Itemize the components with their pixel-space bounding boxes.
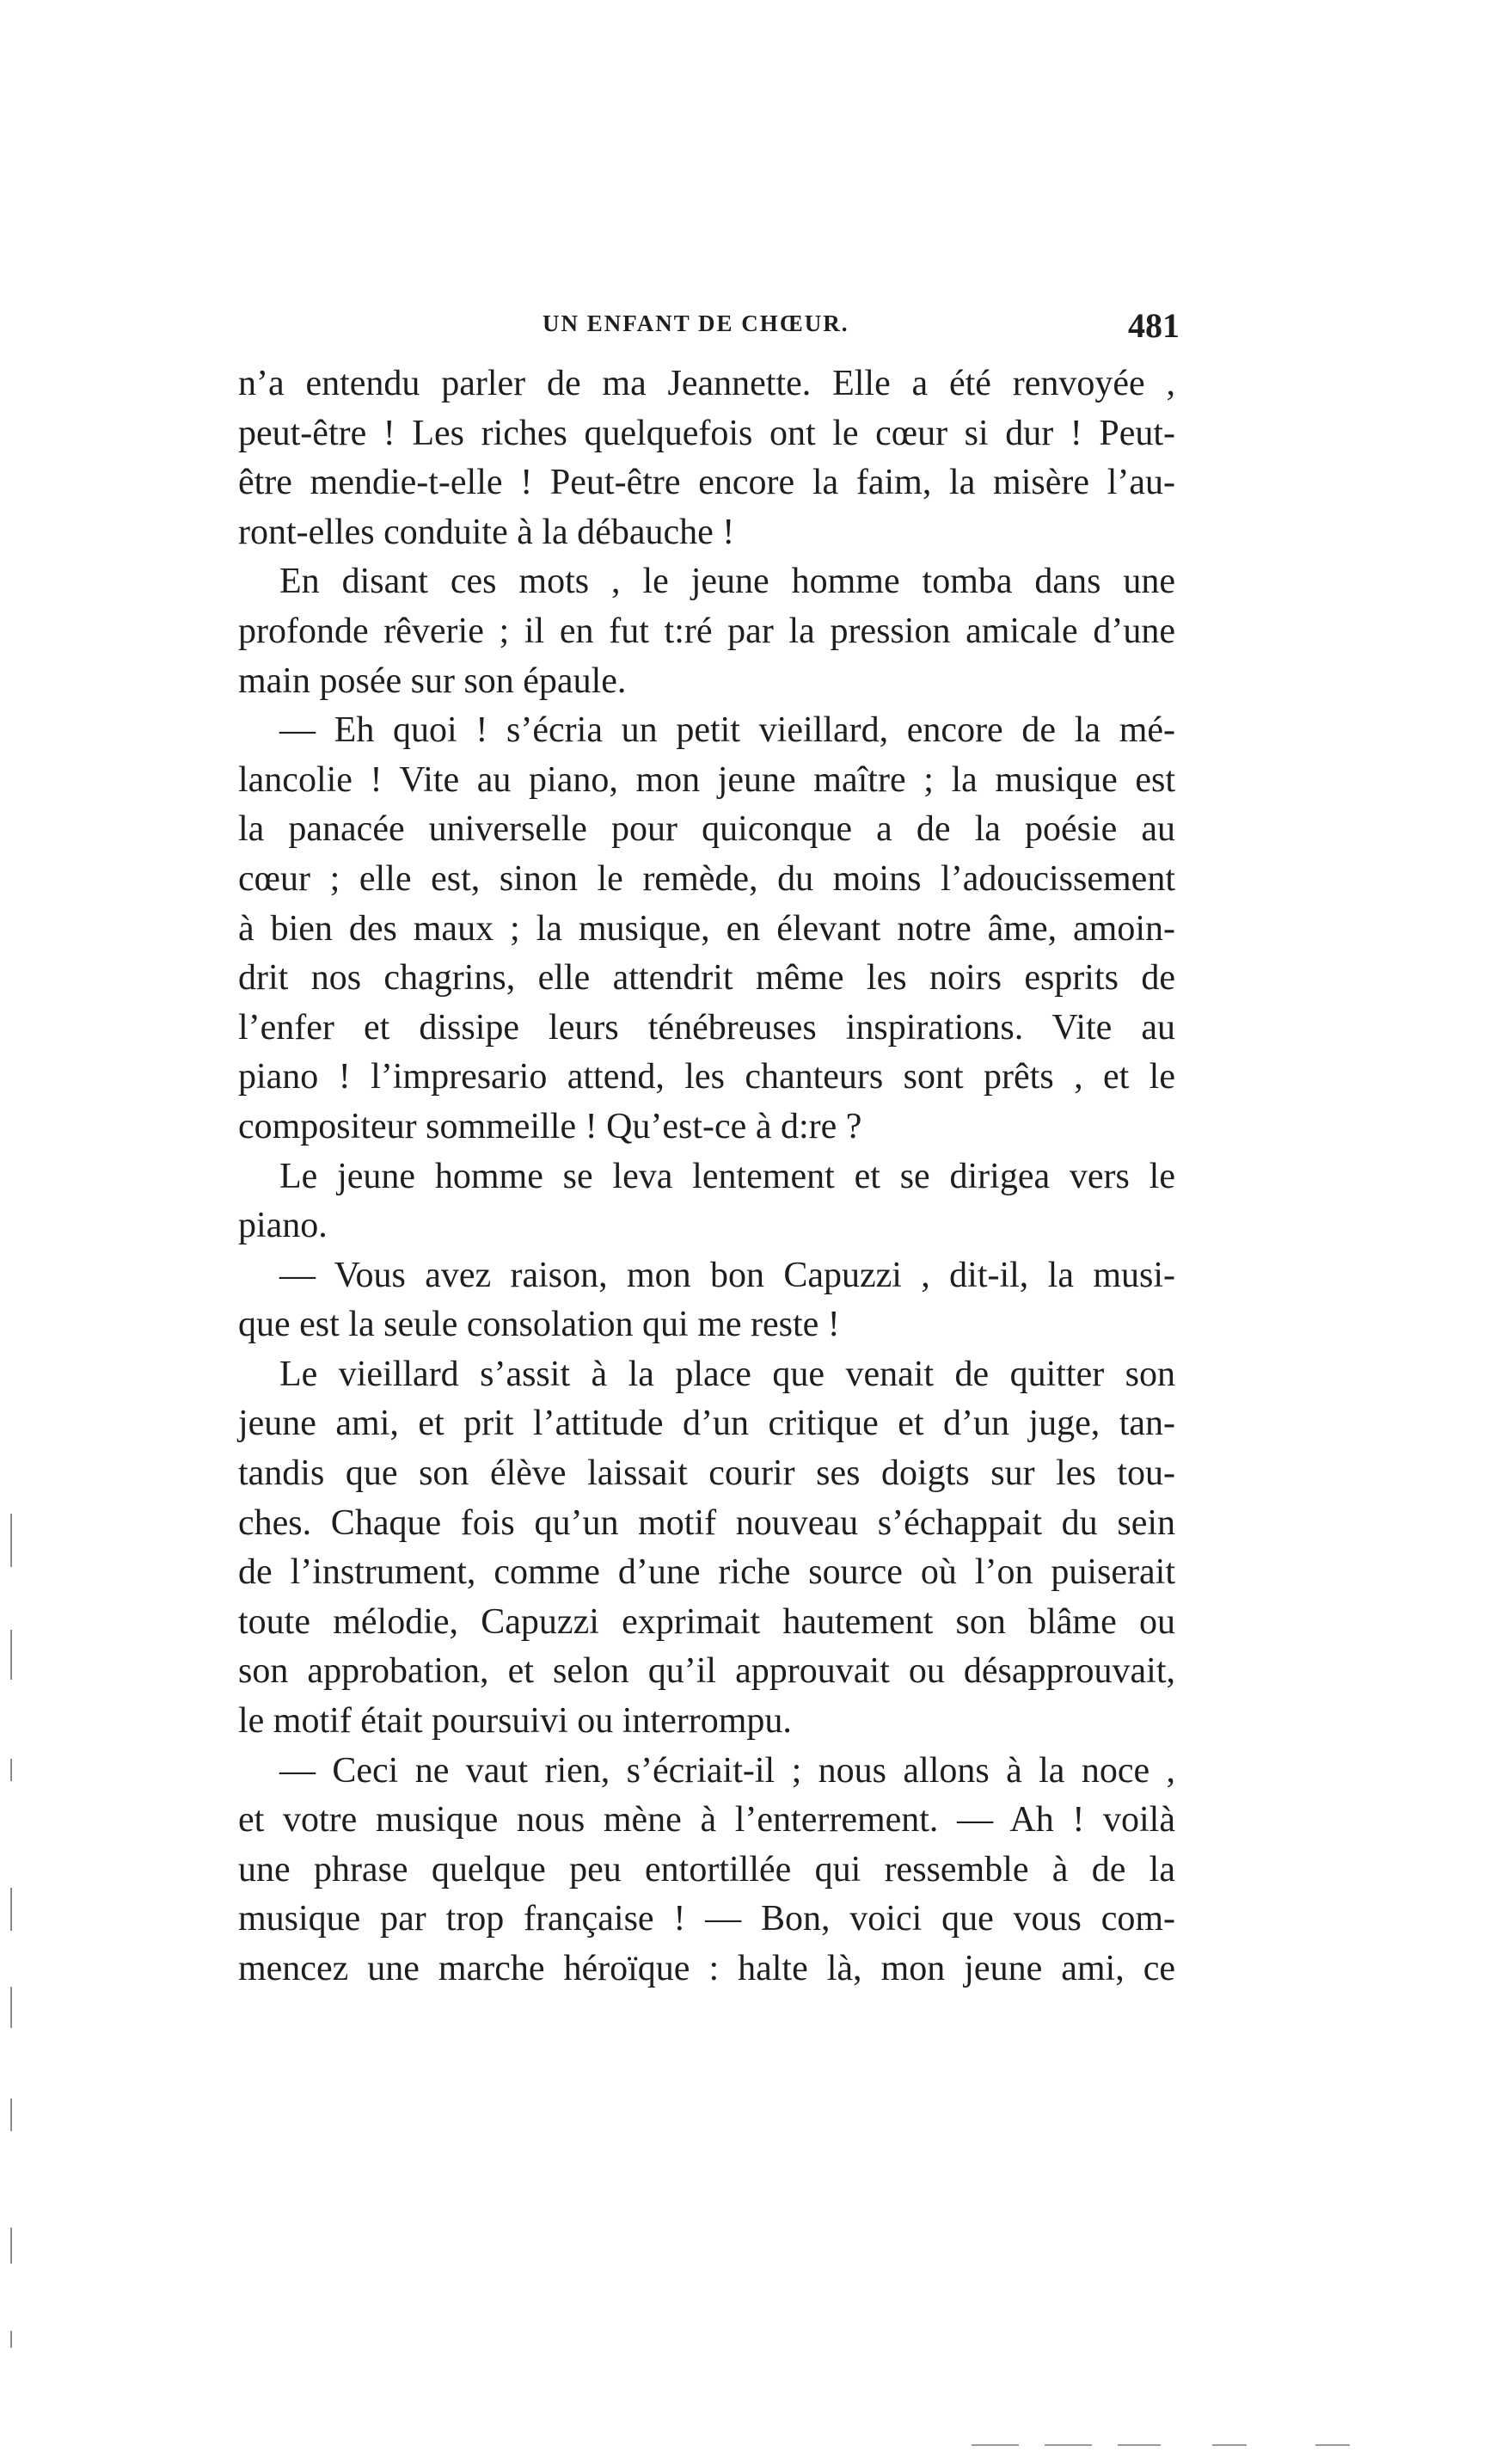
text-line: piano.	[238, 1206, 328, 1246]
text-line: profonde rêverie ; il en fut t:ré par la pression amicale d’une	[238, 611, 1175, 651]
text-line: toute mélodie, Capuzzi exprimait hautement son blâme ou	[238, 1601, 1175, 1642]
text-line: une phrase quelque peu entortillée qui ressemble à de la	[238, 1849, 1175, 1889]
margin-scan-mark	[10, 1987, 12, 2028]
margin-scan-mark	[10, 2098, 12, 2131]
footer-scan-rule	[1315, 2444, 1350, 2446]
text-line: ront-elles conduite à la débauche !	[238, 512, 735, 552]
text-line: Le jeune homme se leva lentement et se dirigea vers le	[279, 1156, 1175, 1196]
text-line: — Vous avez raison, mon bon Capuzzi , dit-il, la musi-	[279, 1255, 1175, 1295]
text-line: l’enfer et dissipe leurs ténébreuses inspirations. Vite au	[238, 1007, 1175, 1048]
text-line: le motif était poursuivi ou interrompu.	[238, 1701, 792, 1742]
page-number: 481	[1128, 306, 1180, 345]
margin-scan-mark	[10, 2227, 12, 2264]
text-line: compositeur sommeille ! Qu’est-ce à d:re ?	[238, 1106, 862, 1146]
margin-scan-mark	[10, 1514, 12, 1567]
footer-scan-rule	[1118, 2444, 1161, 2446]
text-line: son approbation, et selon qu’il approuvait ou désapprouvait,	[238, 1651, 1175, 1692]
text-line: n’a entendu parler de ma Jeannette. Elle a été renvoyée ,	[238, 364, 1175, 403]
text-line: mencez une marche héroïque : halte là, mon jeune ami, ce	[238, 1949, 1175, 1988]
text-line: — Eh quoi ! s’écria un petit vieillard, encore de la mé-	[279, 710, 1175, 751]
text-line: cœur ; elle est, sinon le remède, du moins l’adoucissement	[238, 858, 1175, 899]
text-line: lancolie ! Vite au piano, mon jeune maître ; la musique est	[238, 759, 1175, 800]
margin-scan-mark	[10, 1888, 12, 1931]
footer-scan-rule	[972, 2444, 1019, 2446]
text-line: et votre musique nous mène à l’enterrement. — Ah ! voilà	[238, 1800, 1175, 1840]
text-line: de l’instrument, comme d’une riche source où l’on puiserait	[238, 1552, 1175, 1593]
margin-scan-mark	[10, 1759, 12, 1781]
text-line: tandis que son élève laissait courir ses doigts sur les tou-	[238, 1453, 1175, 1494]
text-line: piano ! l’impresario attend, les chanteurs sont prêts , et le	[238, 1057, 1175, 1097]
text-line: — Ceci ne vaut rien, s’écriait-il ; nous allons à la noce ,	[279, 1750, 1175, 1791]
footer-scan-rule	[1045, 2444, 1092, 2446]
text-line: la panacée universelle pour quiconque a de la poésie au	[238, 809, 1175, 850]
text-line: main posée sur son épaule.	[238, 661, 627, 701]
running-title: UN ENFANT DE CHŒUR.	[543, 310, 849, 336]
footer-scan-rule	[1212, 2444, 1247, 2446]
text-line: En disant ces mots , le jeune homme tomba dans une	[279, 562, 1175, 602]
body-text	[238, 359, 1175, 1994]
text-line: jeune ami, et prit l’attitude d’un critique et d’un juge, tan-	[238, 1404, 1175, 1444]
text-line: drit nos chagrins, elle attendrit même les noirs esprits de	[238, 958, 1175, 999]
text-line: peut-être ! Les riches quelquefois ont le cœur si dur ! Peut-	[238, 413, 1175, 453]
margin-scan-mark	[10, 1630, 12, 1680]
text-line: être mendie-t-elle ! Peut-être encore la faim, la misère l’au-	[238, 463, 1175, 503]
text-line: que est la seule consolation qui me reste !	[238, 1305, 840, 1345]
text-line: musique par trop française ! — Bon, voici que vous com-	[238, 1899, 1175, 1939]
text-line: Le vieillard s’assit à la place que venait de quitter son	[279, 1354, 1175, 1394]
margin-scan-mark	[10, 2331, 12, 2348]
text-line: ches. Chaque fois qu’un motif nouveau s’échappait du sein	[238, 1502, 1175, 1543]
running-head	[447, 305, 1180, 348]
text-line: à bien des maux ; la musique, en élevant notre âme, amoin-	[238, 908, 1175, 949]
